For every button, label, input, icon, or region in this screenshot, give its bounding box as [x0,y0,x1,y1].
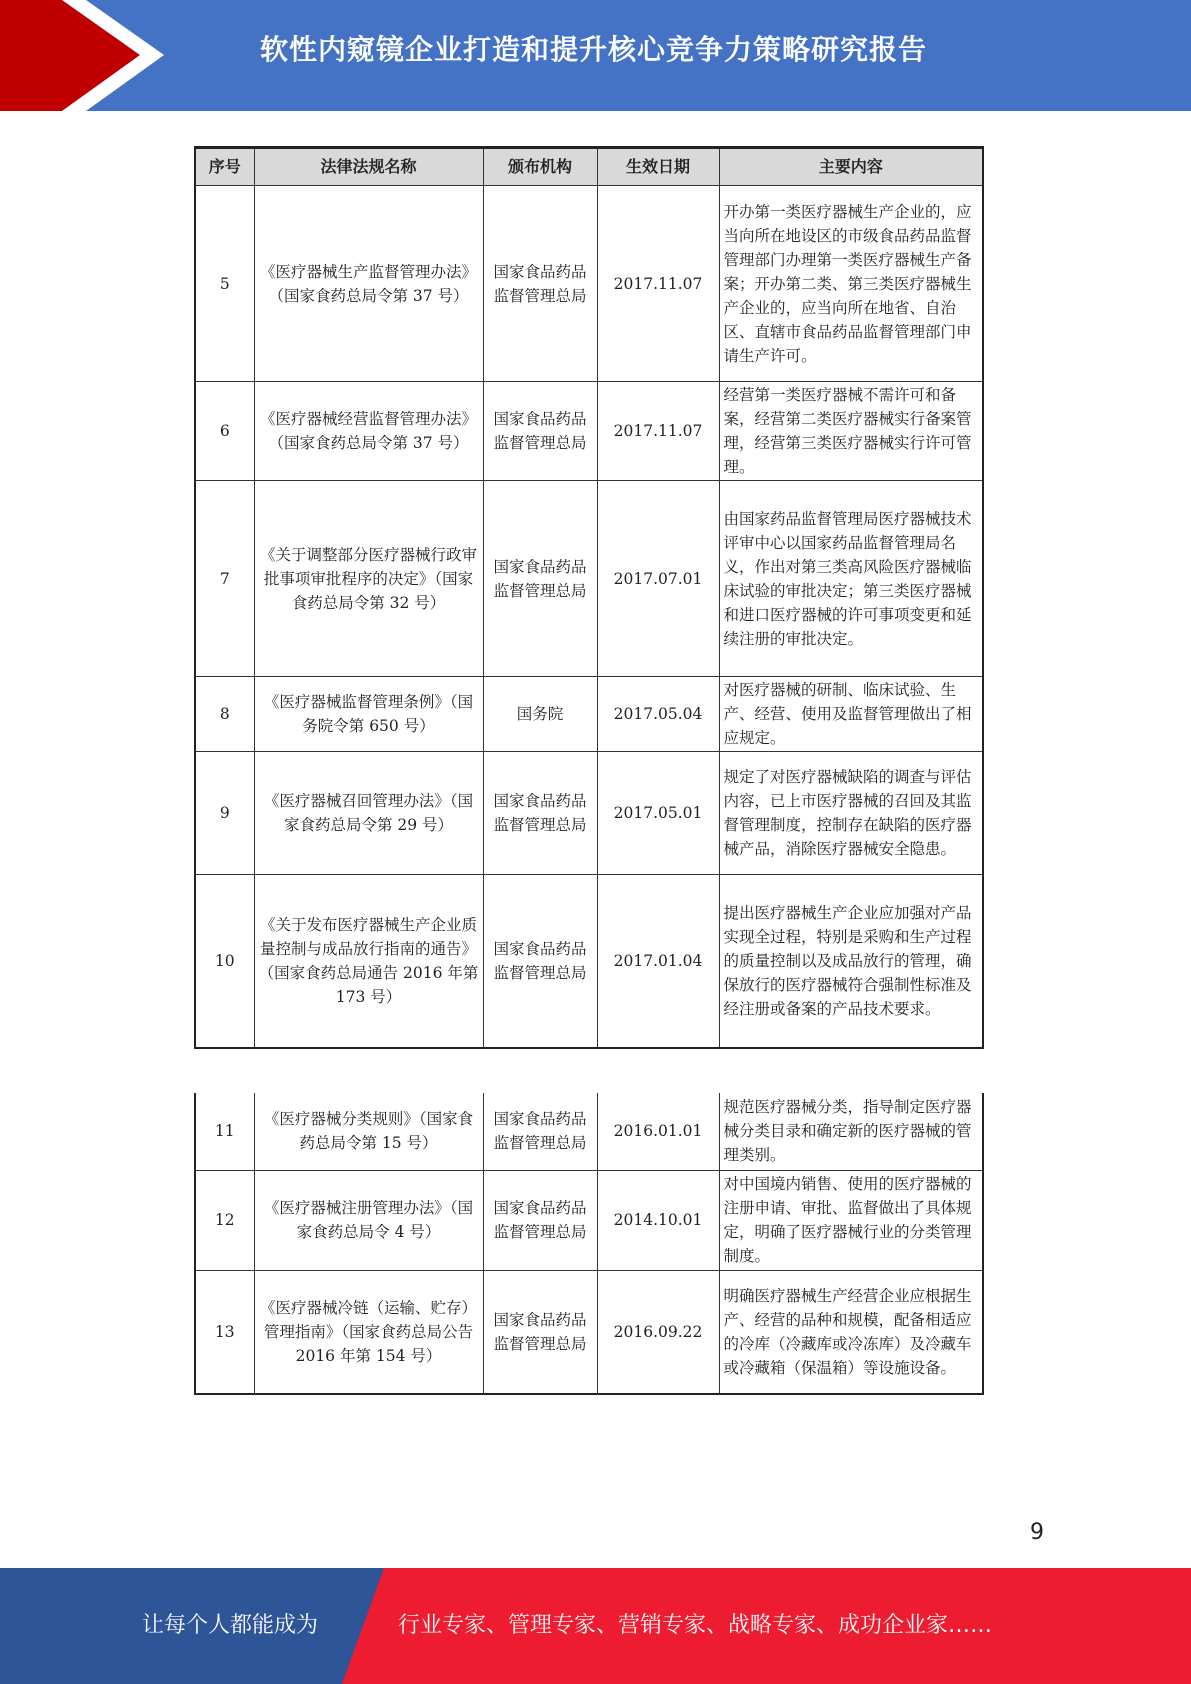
column-header-content: 主要内容 [719,148,983,186]
issuing-agency: 国家食品药品监督管理总局 [483,1170,597,1270]
regulation-name: 《医疗器械召回管理办法》（国家食药总局令第 29 号） [254,752,483,875]
effective-date: 2017.05.01 [597,752,719,875]
issuing-agency: 国家食品药品监督管理总局 [483,1270,597,1394]
row-number: 12 [195,1170,254,1270]
table-row [195,186,983,382]
table-row [195,1270,983,1394]
regulations-table-part1 [194,146,984,1049]
column-header-date: 生效日期 [597,148,719,186]
effective-date: 2017.11.07 [597,382,719,481]
issuing-agency: 国家食品药品监督管理总局 [483,875,597,1048]
page-footer [0,1568,1191,1684]
regulation-name: 《医疗器械经营监督管理办法》（国家食药总局令第 37 号） [254,382,483,481]
issuing-agency: 国务院 [483,677,597,752]
row-number: 10 [195,875,254,1048]
row-number: 8 [195,677,254,752]
row-number: 9 [195,752,254,875]
regulation-name: 《医疗器械生产监督管理办法》（国家食药总局令第 37 号） [254,186,483,382]
table-row [195,875,983,1048]
main-content: 由国家药品监督管理局医疗器械技术评审中心以国家药品监督管理局名义，作出对第三类高风险医疗器械临床试验的审批决定；第三类医疗器械和进口医疗器械的许可事项变更和延续注册的审批决定。 [719,481,983,677]
table-row [195,752,983,875]
effective-date: 2014.10.01 [597,1170,719,1270]
footer-slogan-right: 行业专家、管理专家、营销专家、战略专家、成功企业家…… [398,1613,993,1638]
main-content: 提出医疗器械生产企业应加强对产品实现全过程，特别是采购和生产过程的质量控制以及成品放行的管理，确保放行的医疗器械符合强制性标准及经注册或备案的产品技术要求。 [719,875,983,1048]
effective-date: 2017.05.04 [597,677,719,752]
issuing-agency: 国家食品药品监督管理总局 [483,186,597,382]
issuing-agency: 国家食品药品监督管理总局 [483,1093,597,1170]
effective-date: 2016.09.22 [597,1270,719,1394]
main-content: 规范医疗器械分类，指导制定医疗器械分类目录和确定新的医疗器械的管理类别。 [719,1093,983,1170]
main-content: 经营第一类医疗器械不需许可和备案，经营第二类医疗器械实行备案管理，经营第三类医疗器械实行许可管理。 [719,382,983,481]
effective-date: 2016.01.01 [597,1093,719,1170]
table-header-row [195,148,983,186]
effective-date: 2017.11.07 [597,186,719,382]
regulation-name: 《医疗器械冷链（运输、贮存）管理指南》（国家食药总局公告 2016 年第 154 号） [254,1270,483,1394]
main-content: 开办第一类医疗器械生产企业的，应当向所在地设区的市级食品药品监督管理部门办理第一类医疗器械生产备案；开办第二类、第三类医疗器械生产企业的，应当向所在地省、自治区、直辖市食品药品监督管理部门申请生产许可。 [719,186,983,382]
column-header-name: 法律法规名称 [254,148,483,186]
regulation-name: 《医疗器械分类规则》（国家食药总局令第 15 号） [254,1093,483,1170]
column-header-number: 序号 [195,148,254,186]
effective-date: 2017.01.04 [597,875,719,1048]
issuing-agency: 国家食品药品监督管理总局 [483,382,597,481]
main-content: 对医疗器械的研制、临床试验、生产、经营、使用及监督管理做出了相应规定。 [719,677,983,752]
report-title: 软性内窥镜企业打造和提升核心竞争力策略研究报告 [260,33,928,66]
table-row [195,1170,983,1270]
issuing-agency: 国家食品药品监督管理总局 [483,752,597,875]
main-content: 对中国境内销售、使用的医疗器械的注册申请、审批、监督做出了具体规定，明确了医疗器械行业的分类管理制度。 [719,1170,983,1270]
main-content: 规定了对医疗器械缺陷的调查与评估内容，已上市医疗器械的召回及其监督管理制度，控制存在缺陷的医疗器械产品，消除医疗器械安全隐患。 [719,752,983,875]
row-number: 6 [195,382,254,481]
issuing-agency: 国家食品药品监督管理总局 [483,481,597,677]
table-row [195,1093,983,1170]
column-header-agency: 颁布机构 [483,148,597,186]
regulation-name: 《关于调整部分医疗器械行政审批事项审批程序的决定》（国家食药总局令第 32 号） [254,481,483,677]
row-number: 7 [195,481,254,677]
row-number: 5 [195,186,254,382]
row-number: 11 [195,1093,254,1170]
main-content: 明确医疗器械生产经营企业应根据生产、经营的品种和规模，配备相适应的冷库（冷藏库或冷冻库）及冷藏车或冷藏箱（保温箱）等设施设备。 [719,1270,983,1394]
regulation-name: 《医疗器械注册管理办法》（国家食药总局令 4 号） [254,1170,483,1270]
page-number: 9 [1030,1520,1044,1545]
effective-date: 2017.07.01 [597,481,719,677]
table-row [195,677,983,752]
regulation-name: 《医疗器械监督管理条例》（国务院令第 650 号） [254,677,483,752]
regulations-table-part2 [194,1093,984,1395]
row-number: 13 [195,1270,254,1394]
table-row [195,382,983,481]
footer-slogan-left: 让每个人都能成为 [142,1613,319,1638]
table-row [195,481,983,677]
page-header [0,0,1191,111]
regulation-name: 《关于发布医疗器械生产企业质量控制与成品放行指南的通告》（国家食药总局通告 2016 年第 173 号） [254,875,483,1048]
